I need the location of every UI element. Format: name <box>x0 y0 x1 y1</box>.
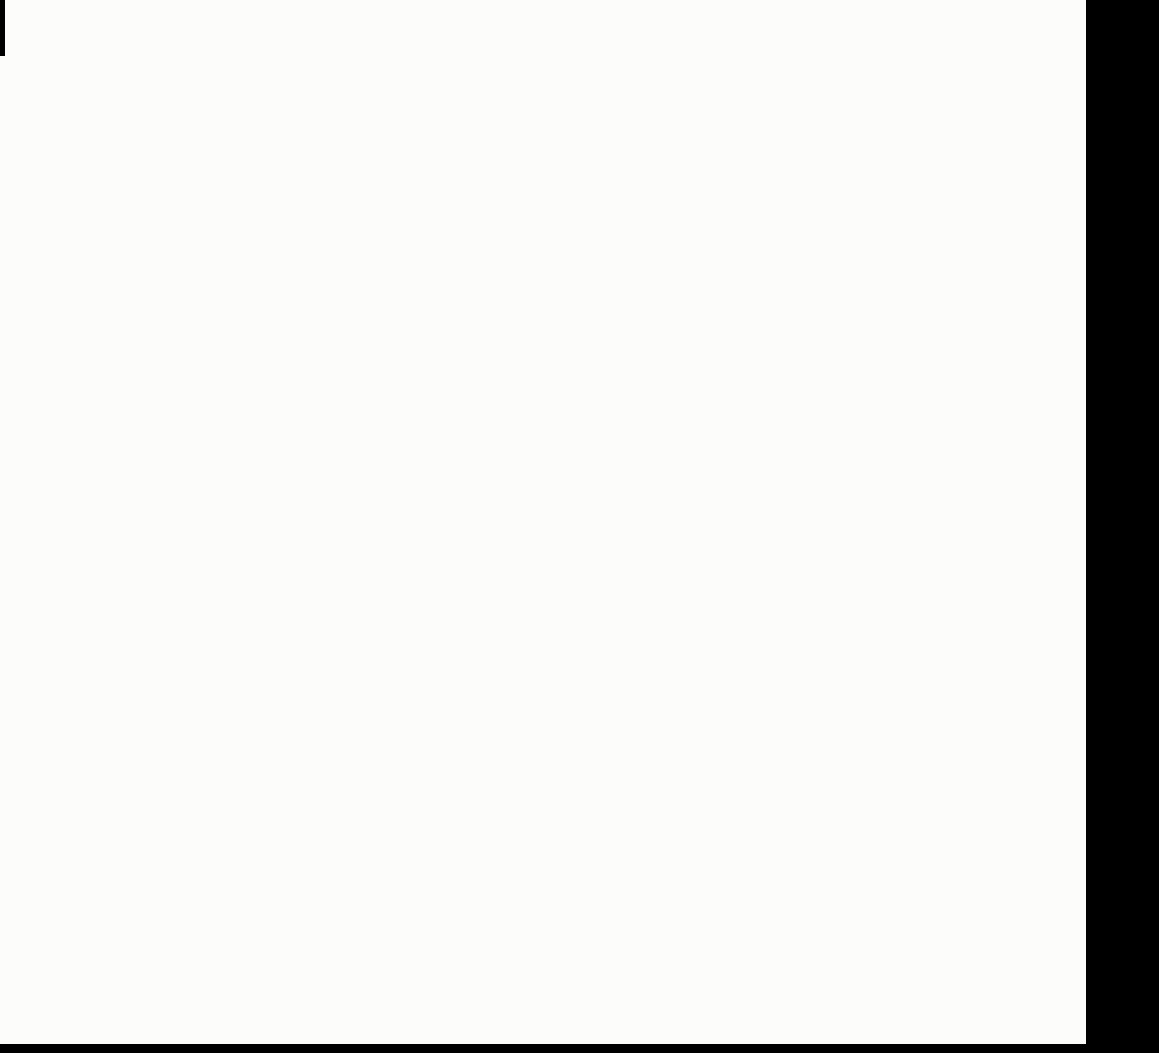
scan-edge-topleft <box>0 0 5 56</box>
scan-edge-right <box>1086 0 1159 1053</box>
scan-edge-bottom <box>0 1044 1159 1053</box>
figure-long-framesync <box>130 28 1000 51</box>
figure-short-framesync <box>130 107 1000 130</box>
figure-caption <box>130 28 1000 51</box>
figure-caption <box>130 107 1000 130</box>
